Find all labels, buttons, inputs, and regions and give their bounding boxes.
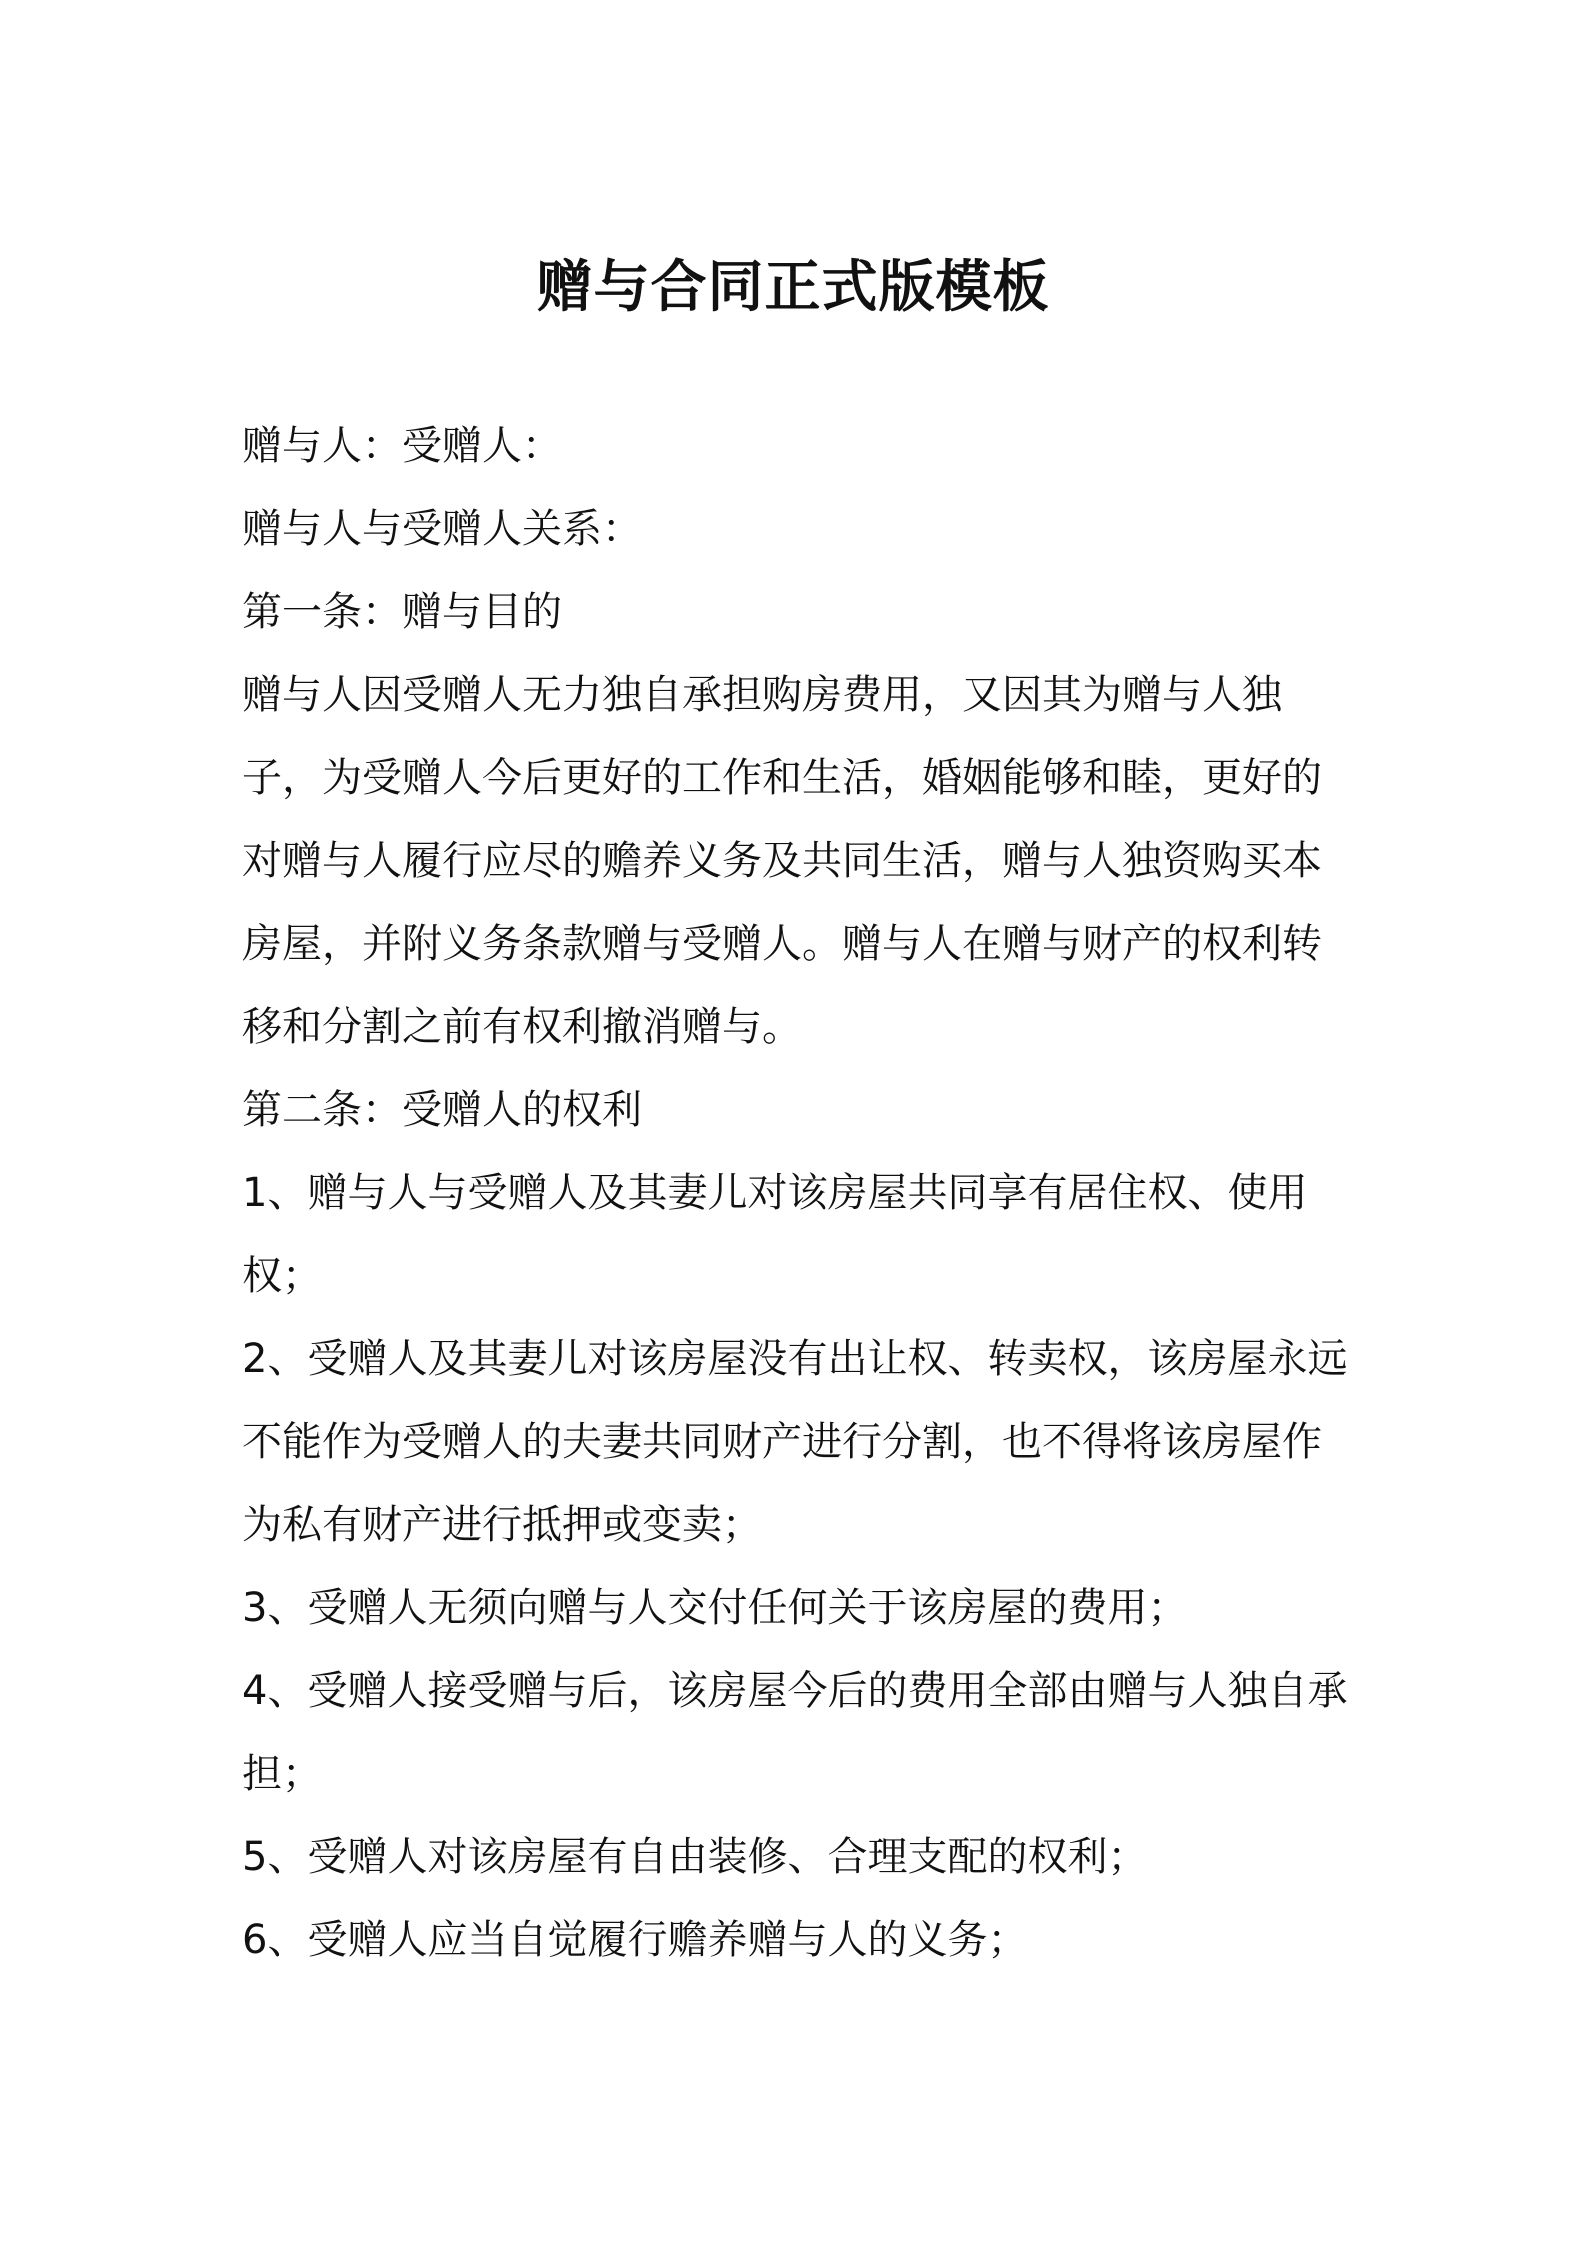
relationship-line: 赠与人与受赠人关系： — [242, 506, 642, 552]
article-1-heading: 第一条：赠与目的 — [242, 589, 562, 635]
article-2-item-5: 5、受赠人对该房屋有自由装修、合理支配的权利； — [242, 1834, 1148, 1880]
article-2-item-3: 3、受赠人无须向赠与人交付任何关于该房屋的费用； — [242, 1585, 1188, 1631]
document-title: 赠与合同正式版模板 — [536, 255, 1050, 320]
document-body — [242, 405, 1352, 1982]
article-1-text: 赠与人因受赠人无力独自承担购房费用，又因其为赠与人独子，为受赠人今后更好的工作和生活，婚姻能够和睦，更好的对赠与人履行应尽的赡养义务及共同生活，赠与人独资购买本房屋，并附义务条款赠与受赠人。赠与人在赠与财产的权利转移和分割之前有权利撤消赠与。 — [242, 672, 1322, 1050]
parties-line: 赠与人：受赠人： — [242, 423, 562, 469]
article-2-item-1: 1、赠与人与受赠人及其妻儿对该房屋共同享有居住权、使用权； — [242, 1170, 1308, 1299]
article-2-item-6: 6、受赠人应当自觉履行赡养赠与人的义务； — [242, 1917, 1028, 1963]
article-2-item-2: 2、受赠人及其妻儿对该房屋没有出让权、转卖权，该房屋永远不能作为受赠人的夫妻共同财产进行分割，也不得将该房屋作为私有财产进行抵押或变卖； — [242, 1336, 1348, 1548]
article-2-item-4: 4、受赠人接受赠与后，该房屋今后的费用全部由赠与人独自承担； — [242, 1668, 1348, 1797]
article-2-heading: 第二条：受赠人的权利 — [242, 1087, 642, 1133]
